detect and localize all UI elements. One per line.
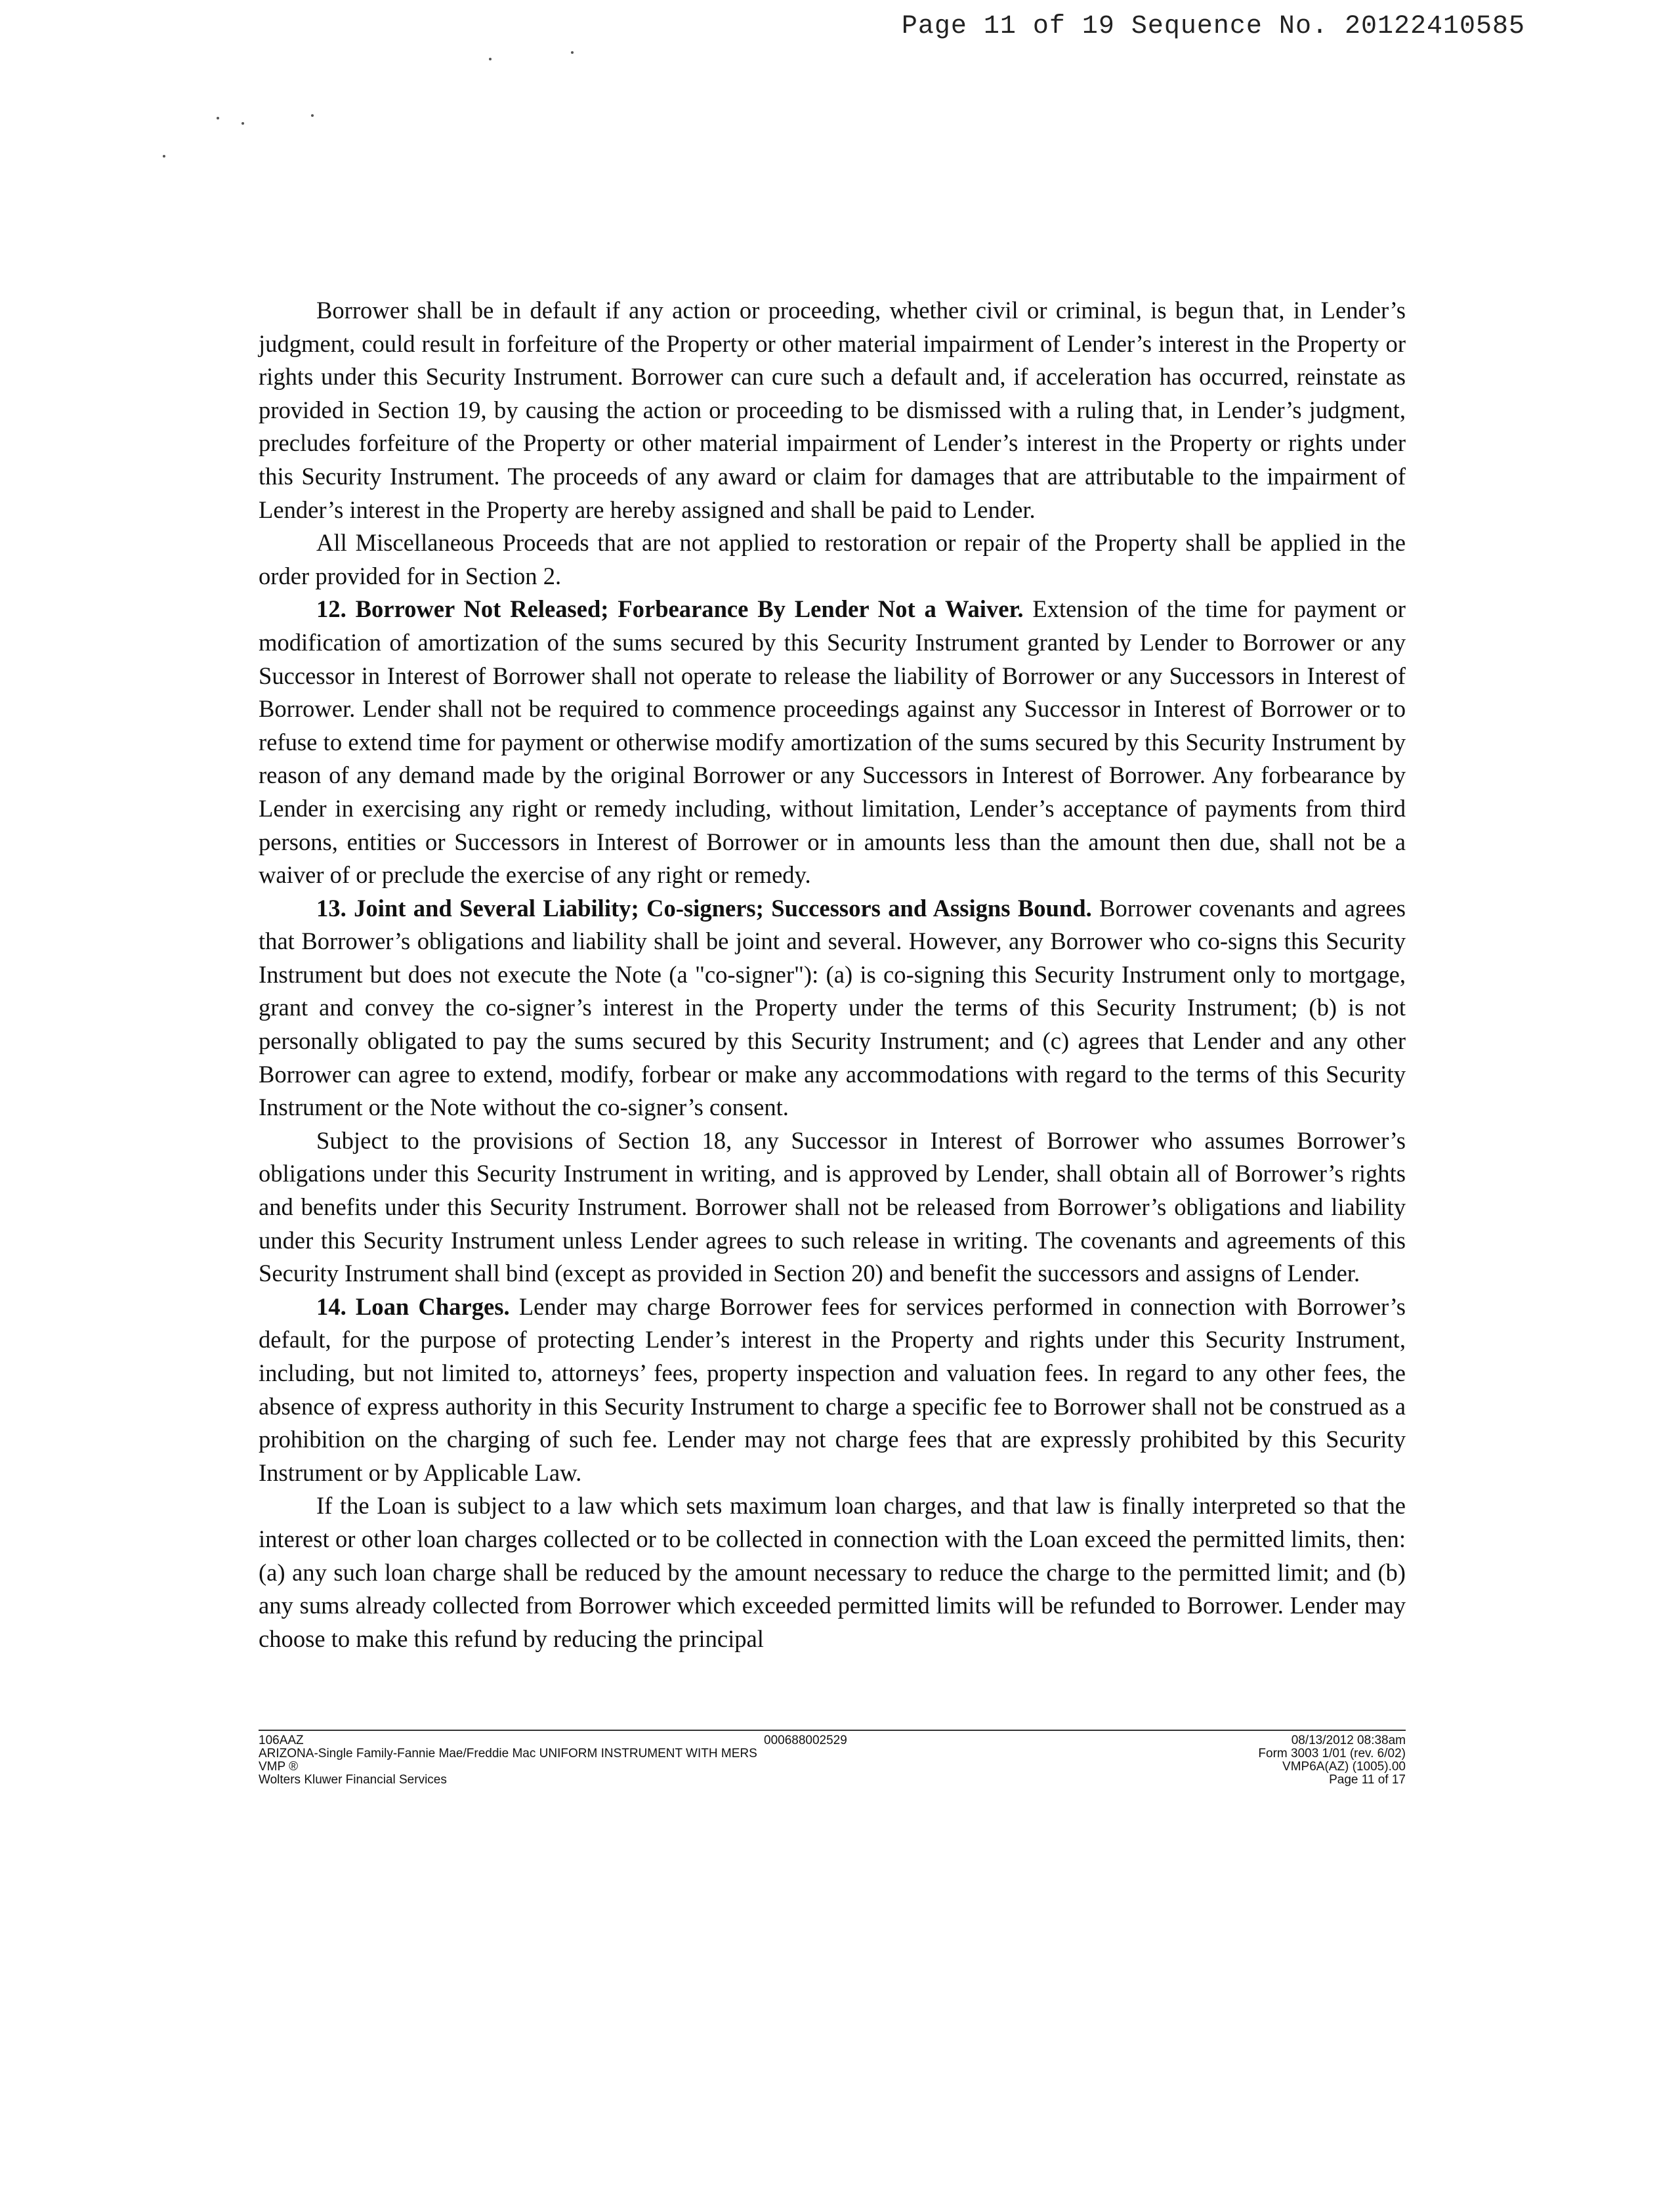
page-sequence-stamp: Page 11 of 19 Sequence No. 20122410585 (901, 12, 1525, 41)
paragraph-successor-in-interest: Subject to the provisions of Section 18, any Successor in Interest of Borrower who assumes Borrower’s obligations under this Security Instrument in writing, and is approved by Lender, shall obtain all of Borrower’s rights and benefits under this Security Instrument. Borrower shall not be released from Borrower’s obligations and liability under this Security Instrument unless Lender agrees to such release in writing. The covenants and agreements of this Security Instrument shall bind (except as provided in Section 20) and benefit the successors and assigns of Lender. (259, 1126, 1406, 1287)
scan-speck (311, 114, 314, 117)
form-footer (259, 1730, 1406, 1787)
document-body (259, 294, 1406, 1655)
section-14 (259, 1290, 1406, 1490)
footer-datetime: 08/13/2012 08:38am (1291, 1734, 1406, 1747)
section-12 (259, 593, 1406, 891)
scan-speck (217, 117, 219, 119)
scan-speck (242, 122, 244, 125)
section-12-heading: 12. Borrower Not Released; Forbearance By Lender Not a Waiver. (316, 595, 1024, 623)
footer-left (259, 1734, 757, 1787)
paragraph-default: Borrower shall be in default if any action or proceeding, whether civil or criminal, is begun that, in Lender’s judgment, could result in forfeiture of the Property or other material impairment of Lender’s interest in the Property or rights under this Security Instrument. Borrower can cure such a default and, if acceleration has occurred, reinstate as provided in Section 19, by causing the action or proceeding to be dismissed with a ruling that, in Lender’s judgment, precludes forfeiture of the Property or other material impairment of Lender’s interest in the Property or rights under this Security Instrument. The proceeds of any award or claim for damages that are attributable to the impairment of Lender’s interest in the Property are hereby assigned and shall be paid to Lender. (259, 297, 1406, 523)
footer-form-id: 106AAZ (259, 1734, 304, 1747)
section-13-heading: 13. Joint and Several Liability; Co-signers; Successors and Assigns Bound. (316, 894, 1092, 922)
scan-speck (571, 51, 574, 54)
section-12-text: Extension of the time for payment or modification of amortization of the sums secured by this Security Instrument granted by Lender to Borrower or any Successor in Interest of Borrower shall not operate to release the liability of Borrower or any Successors in Interest of Borrower. Lender shall not be required to commence proceedings against any Successor in Interest of Borrower or to refuse to extend time for payment or otherwise modify amortization of the sums secured by this Security Instrument by reason of any demand made by the original Borrower or any Successors in Interest of Borrower. Any forbearance by Lender in exercising any right or remedy including, without limitation, Lender’s acceptance of payments from third persons, entities or Successors in Interest of Borrower or in amounts less than the amount then due, shall not be a waiver of or preclude the exercise of any right or remedy. (259, 595, 1406, 889)
paragraph-miscellaneous-proceeds: All Miscellaneous Proceeds that are not applied to restoration or repair of the Property shall be applied in the order provided for in Section 2. (259, 529, 1406, 589)
footer-form-title: ARIZONA-Single Family-Fannie Mae/Freddie Mac UNIFORM INSTRUMENT WITH MERS (259, 1747, 757, 1760)
footer-vmp-code: VMP6A(AZ) (1005).00 (1282, 1760, 1406, 1774)
section-13 (259, 892, 1406, 1124)
paragraph-maximum-loan-charges: If the Loan is subject to a law which sets maximum loan charges, and that law is finally interpreted so that the interest or other loan charges collected or to be collected in connection with the Loan exceed the permitted limits, then: (a) any such loan charge shall be reduced by the amount necessary to reduce the charge to the permitted limit; and (b) any sums already collected from Borrower which exceeded permitted limits will be refunded to Borrower. Lender may choose to make this refund by reducing the principal (259, 1492, 1406, 1652)
footer-form-number: Form 3003 1/01 (rev. 6/02) (1258, 1747, 1406, 1760)
section-14-text: Lender may charge Borrower fees for services performed in connection with Borrower’s default, for the purpose of protecting Lender’s interest in the Property and rights under this Security Instrument, including, but not limited to, attorneys’ fees, property inspection and valuation fees. In regard to any other fees, the absence of express authority in this Security Instrument to charge a specific fee to Borrower shall not be construed as a prohibition on the charging of such fee. Lender may not charge fees that are expressly prohibited by this Security Instrument or by Applicable Law. (259, 1292, 1406, 1486)
footer-loan-number: 000688002529 (764, 1734, 847, 1747)
scan-speck (163, 155, 165, 158)
footer-vmp: VMP ® (259, 1760, 299, 1774)
footer-right (1258, 1734, 1406, 1787)
footer-publisher: Wolters Kluwer Financial Services (259, 1773, 447, 1787)
scan-speck (489, 58, 492, 60)
footer-page-number: Page 11 of 17 (1329, 1773, 1406, 1787)
section-13-text: Borrower covenants and agrees that Borrower’s obligations and liability shall be joint and several. However, any Borrower who co-signs this Security Instrument but does not execute the Note (a "co-signer"): (a) is co-signing this Security Instrument only to mortgage, grant and convey the co-signer’s interest in the Property under the terms of this Security Instrument; (b) is not personally obligated to pay the sums secured by this Security Instrument; and (c) agrees that Lender and any other Borrower can agree to extend, modify, forbear or make any accommodations with regard to the terms of this Security Instrument or the Note without the co-signer’s consent. (259, 894, 1406, 1121)
section-14-heading: 14. Loan Charges. (316, 1292, 510, 1320)
footer-rule (259, 1730, 1406, 1731)
